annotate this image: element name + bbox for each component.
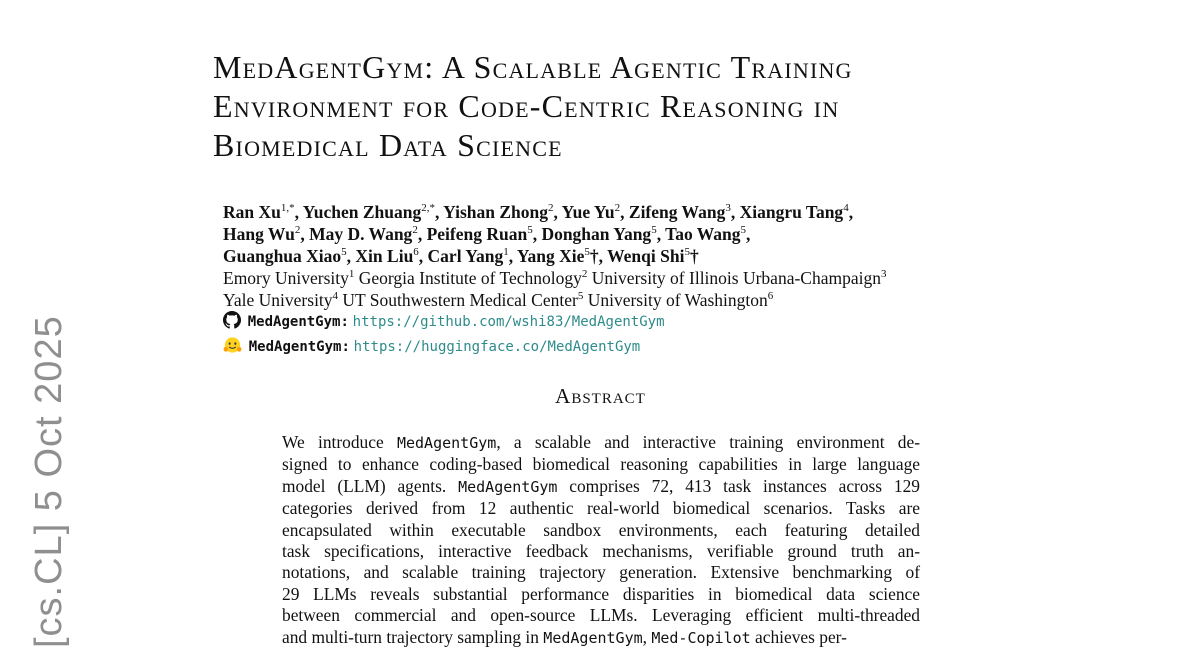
author-affiliation-mark: 1,* — [280, 202, 295, 215]
abstract-heading: Abstract — [555, 384, 646, 408]
abstract-body — [282, 432, 920, 649]
author-name: Peifeng Ruan — [426, 224, 528, 244]
corresponding-mark: † — [689, 246, 699, 266]
author-name: Carl Yang — [427, 246, 504, 266]
github-link-row — [223, 311, 1023, 336]
author-affiliation-mark: 2 — [294, 224, 301, 237]
affiliation-list — [223, 267, 1023, 311]
title-line: Environment for Code-Centric Reasoning in — [213, 88, 840, 124]
affiliation-mark: 6 — [767, 290, 774, 303]
arxiv-stamp: [cs.CL] 5 Oct 2025 — [28, 315, 70, 648]
affiliation-name: Emory University — [223, 268, 349, 288]
affiliation-mark: 4 — [332, 290, 339, 303]
huggingface-link[interactable]: https://huggingface.co/MedAgentGym — [353, 339, 641, 355]
title-line: MedAgentGym: A Scalable Agentic Training — [213, 49, 853, 85]
author-name: Yang Xie — [516, 246, 585, 266]
author-name: Xiangru Tang — [739, 202, 844, 222]
abstract-line: We introduce MedAgentGym, a scalable and interactive training environment de- — [282, 432, 921, 452]
inline-code: MedAgentGym — [396, 434, 497, 452]
abstract-line: signed to enhance coding-based biomedical reasoning capabilities in large language — [282, 454, 920, 475]
author-affiliation-mark: 3 — [725, 202, 731, 215]
author-name: Guanghua Xiao — [223, 246, 342, 266]
inline-code: MedAgentGym — [458, 477, 558, 496]
github-link-label: MedAgentGym: — [247, 314, 349, 330]
affiliation-mark: 1 — [348, 268, 355, 281]
author-affiliation-mark: 1 — [503, 246, 509, 259]
paper-title — [213, 48, 1033, 165]
author-name: Zifeng Wang — [628, 202, 726, 222]
huggingface-link-row — [223, 336, 1023, 361]
author-name: Yue Yu — [561, 202, 615, 222]
author-name: Donghan Yang — [541, 224, 652, 244]
inline-code: Med-Copilot — [651, 628, 751, 647]
author-affiliation-mark: 2 — [412, 224, 418, 237]
author-affiliation-mark: 5 — [740, 224, 747, 237]
affiliation-mark: 3 — [880, 268, 887, 281]
abstract-line: and multi-turn trajectory sampling in MedAgentGym, Med-Copilot achieves per- — [282, 626, 847, 647]
author-list: Ran $Xu^{1,*}$, Yuchen Zhuang$^{2,*}$, Yishan Zhong$^2$, Yue Yu$^2$, Zifeng Wang$^3$, Xiangru Tang$^4$, Hang Wu$^2$, May D. Wang$^2$, Peifeng Ruan$^5$, Donghan Yang$^5$, Tao Wang$^5$, Guanghua Xiao$^5$, Xin Liu$^6$, Carl Yang$^1$, Yang Xie$^5$†, Wenqi Shi$^5$† — [223, 202, 854, 266]
author-affiliation-mark: 2 — [614, 202, 621, 215]
author-affiliation-mark: 2 — [548, 202, 554, 215]
huggingface-icon — [223, 336, 242, 361]
author-name: Tao Wang — [665, 224, 741, 244]
abstract-line: model (LLM) agents. MedAgentGym comprises 72, 413 task instances across 129 — [282, 475, 920, 496]
inline-code: MedAgentGym — [543, 628, 643, 647]
author-name: Yuchen Zhuang — [302, 202, 422, 222]
author-affiliation-mark: 5 — [527, 224, 533, 237]
title-line: Biomedical Data Science — [213, 127, 563, 163]
affiliation-mark: 5 — [577, 290, 584, 303]
github-link[interactable]: https://github.com/wshi83/MedAgentGym — [352, 314, 665, 330]
affiliation-name: University of Illinois Urbana-Champaign — [591, 268, 881, 288]
author-name: Xin Liu — [355, 246, 414, 266]
abstract-line: categories derived from 12 authentic real-world biomedical scenarios. Tasks are — [282, 498, 920, 519]
author-name: Ran Xu — [223, 202, 281, 222]
author-affiliation-mark: 5 — [684, 246, 690, 259]
abstract-line: notations, and scalable training trajectory generation. Extensive benchmarking of — [282, 562, 920, 583]
author-affiliation-mark: 4 — [843, 202, 849, 215]
author-name: May D. Wang — [309, 224, 413, 244]
github-icon — [223, 311, 241, 336]
huggingface-link-label: MedAgentGym: — [248, 339, 350, 355]
author-name: Wenqi Shi — [607, 246, 685, 266]
author-affiliation-mark: 2,* — [421, 202, 435, 215]
affiliation-name: Georgia Institute of Technology — [358, 268, 582, 288]
affiliation-mark: 2 — [581, 268, 588, 281]
author-affiliation-mark: 6 — [413, 246, 419, 259]
author-affiliation-mark: 5 — [651, 224, 657, 237]
abstract-line: between commercial and open-source LLMs. Leveraging efficient multi-threaded — [282, 605, 920, 626]
author-affiliation-mark: 5 — [584, 246, 590, 259]
author-name: Hang Wu — [223, 224, 295, 244]
author-affiliation-mark: 5 — [341, 246, 347, 259]
affiliation-name: Yale University — [223, 290, 333, 310]
abstract-line: encapsulated within executable sandbox environments, each featuring detailed — [282, 519, 920, 540]
affiliation-name: UT Southwestern Medical Center — [342, 290, 578, 310]
abstract-line: task specifications, interactive feedback mechanisms, verifiable ground truth an- — [282, 541, 920, 562]
corresponding-mark: † — [589, 246, 599, 266]
affiliation-name: University of Washington — [587, 290, 768, 310]
author-block — [223, 201, 1023, 361]
abstract-line: 29 LLMs reveals substantial performance disparities in biomedical data science — [282, 583, 920, 604]
author-name: Yishan Zhong — [443, 202, 548, 222]
